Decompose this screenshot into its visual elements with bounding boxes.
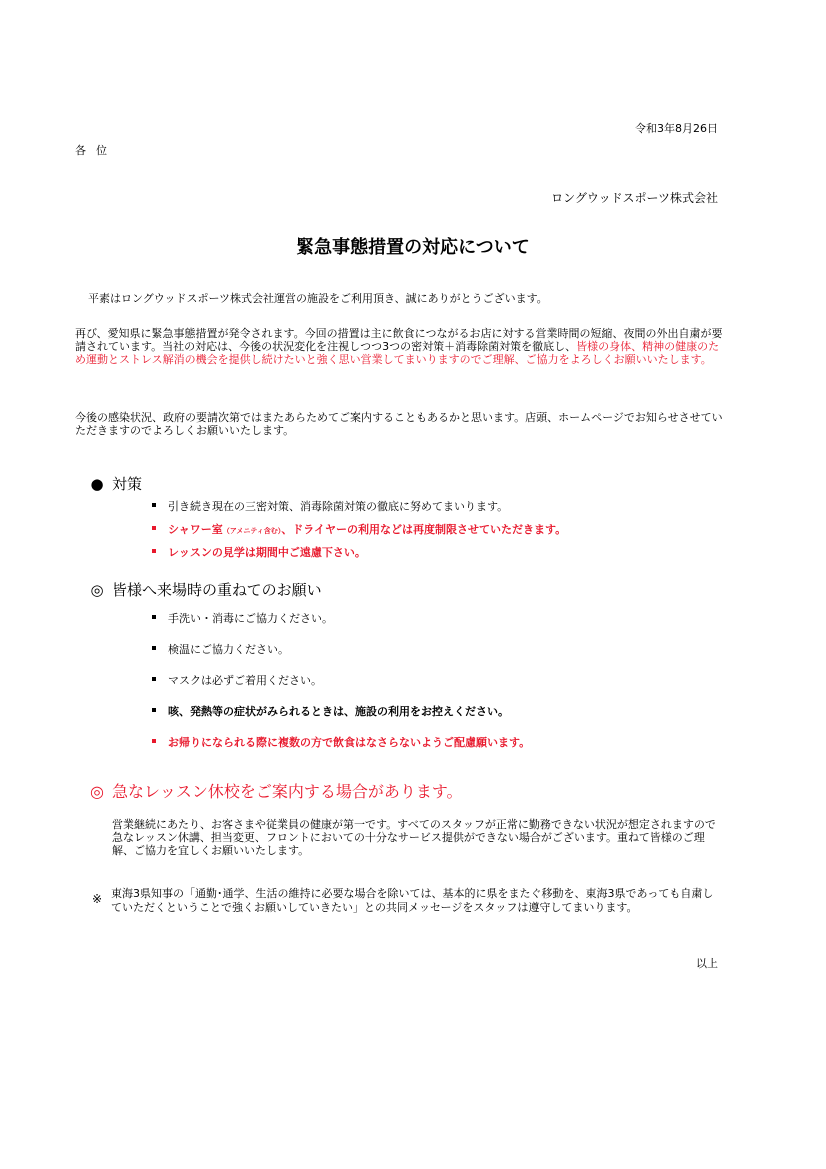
- list-item: [150, 734, 750, 765]
- closure-heading: [88, 779, 463, 802]
- note-paragraph: 東海3県知事の「通勤･通学、生活の維持に必要な場合を除いては、基本的に県をまたぐ移動を、東海3県であっても自粛していただくということで強くお願いしていきたい」との共同メッセージをスタッフは遵守してまいります。: [111, 887, 714, 914]
- announcement-highlight-text: 皆様の身体、精神の健康のため運動とストレス解消の機会を提供し続けたいと強く思い営業してまいりますのでご理解、ご協力をよろしくお願いいたします。: [75, 340, 720, 366]
- square-bullet-icon: [152, 615, 156, 619]
- square-bullet-icon: [152, 646, 156, 650]
- list-item: [150, 703, 750, 734]
- square-bullet-icon: [152, 708, 156, 712]
- list-item: [150, 672, 750, 703]
- list-item: [150, 641, 750, 672]
- square-bullet-icon: [152, 503, 156, 507]
- announcement-text: 再び、愛知県に緊急事態措置が発令されます。今回の措置は主に飲食につながるお店に対する営業時間の短縮、夜間の外出自粛が要請されています。当社の対応は、今後の状況変化を注視しつつ3つの密対策＋消毒除菌対策を徹底し、: [75, 327, 723, 353]
- double-circle-icon: ◎: [90, 782, 104, 801]
- list-item-text: マスクは必ずご着用ください。: [168, 674, 322, 687]
- company-name: ロングウッドスポーツ株式会社: [551, 191, 718, 205]
- document-date: 令和3年8月26日: [635, 122, 718, 135]
- list-item-text: 、ドライヤーの利用などは再度制限させていただきます。: [281, 523, 567, 536]
- list-item-text: お帰りになられる際に複数の方で飲食はなさらないようご配慮願います。: [168, 736, 531, 749]
- black-circle-icon: ●: [90, 475, 104, 493]
- greeting-paragraph: 平素はロングウッドスポーツ株式会社運営の施設をご利用頂き、誠にありがとうございます。: [88, 292, 548, 305]
- future-notice-paragraph: 今後の感染状況、政府の要請次第ではまたあらためてご案内することもあるかと思います。店頭、ホームページでお知らせさせていただきますのでよろしくお願いいたします。: [75, 411, 723, 437]
- square-bullet-icon: [152, 549, 156, 553]
- list-item-text: 検温にご協力ください。: [168, 643, 289, 656]
- closure-notice-paragraph: 営業継続にあたり、お客さまや従業員の健康が第一です。すべてのスタッフが正常に勤務できない状況が想定されますので急なレッスン休講、担当変更、フロントにおいての十分なサービス提供ができない場合がございます。重ねて皆様のご理解、ご協力を宜しくお願いいたします。: [112, 818, 716, 857]
- requests-heading: [88, 579, 322, 600]
- note-mark-icon: ※: [92, 892, 103, 906]
- measures-heading: [88, 473, 142, 494]
- list-item-text: シャワー室: [168, 523, 223, 536]
- measures-list: [150, 498, 750, 567]
- announcement-paragraph: [75, 327, 725, 366]
- list-item-text: 手洗い・消毒にご協力ください。: [168, 612, 333, 625]
- closure-heading-text: 急なレッスン休校をご案内する場合があります。: [112, 782, 463, 801]
- list-item: [150, 521, 750, 544]
- list-item-text: 引き続き現在の三密対策、消毒除菌対策の徹底に努めてまいります。: [168, 500, 509, 513]
- requests-heading-text: 皆様へ来場時の重ねてのお願い: [112, 581, 322, 599]
- requests-list: [150, 610, 750, 765]
- list-item-text: レッスンの見学は期間中ご遠慮下さい。: [168, 546, 366, 559]
- list-item: [150, 498, 750, 521]
- list-item: [150, 544, 750, 567]
- double-circle-icon: ◎: [90, 581, 104, 599]
- list-item: [150, 610, 750, 641]
- square-bullet-icon: [152, 739, 156, 743]
- list-item-note: （アメニティ含む）: [222, 527, 282, 535]
- square-bullet-icon: [152, 526, 156, 530]
- document-title: 緊急事態措置の対応について: [296, 237, 530, 258]
- addressee: 各位: [75, 144, 117, 157]
- closing-text: 以上: [696, 957, 718, 970]
- measures-heading-text: 対策: [112, 475, 143, 493]
- list-item-text: 咳、発熱等の症状がみられるときは、施設の利用をお控えください。: [168, 705, 509, 718]
- square-bullet-icon: [152, 677, 156, 681]
